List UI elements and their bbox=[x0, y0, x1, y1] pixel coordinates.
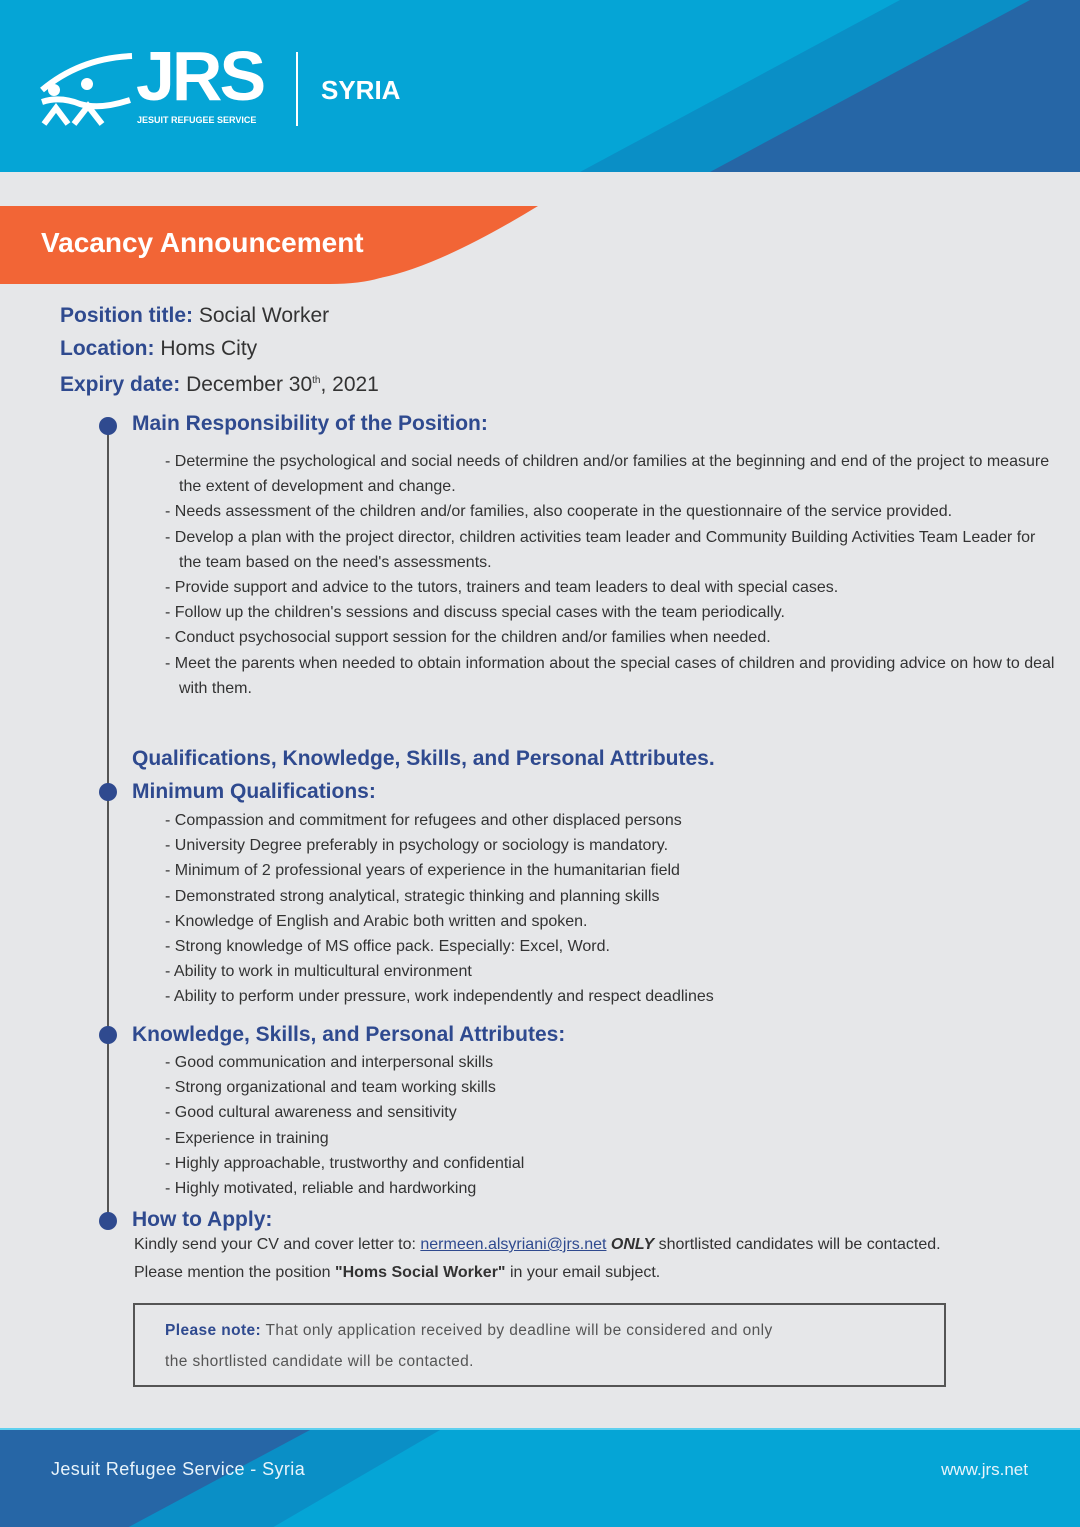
timeline-line bbox=[107, 425, 109, 1221]
list-item: - Minimum of 2 professional years of experience in the humanitarian field bbox=[165, 862, 680, 880]
skills-heading: Knowledge, Skills, and Personal Attributes: bbox=[132, 1023, 566, 1046]
list-item: - Good cultural awareness and sensitivity bbox=[165, 1104, 457, 1122]
logo-country: SYRIA bbox=[321, 75, 401, 105]
timeline-dot bbox=[99, 1212, 117, 1230]
apply-text: in your email subject. bbox=[505, 1264, 661, 1281]
note-text-2: the shortlisted candidate will be contacted. bbox=[165, 1353, 474, 1370]
apply-line-1 bbox=[134, 1235, 941, 1255]
list-item: - Needs assessment of the children and/or families, also cooperate in the questionnaire of the service provided. bbox=[165, 503, 953, 521]
position-title bbox=[60, 303, 329, 329]
list-item: - Good communication and interpersonal skills bbox=[165, 1054, 494, 1071]
note-label: Please note: bbox=[165, 1322, 262, 1339]
footer-org: Jesuit Refugee Service - Syria bbox=[51, 1459, 306, 1479]
list-item: - Experience in training bbox=[165, 1129, 329, 1147]
list-item: - Strong knowledge of MS office pack. Especially: Excel, Word. bbox=[165, 938, 610, 956]
logo-divider bbox=[296, 52, 298, 126]
expiry-sup: th bbox=[312, 375, 321, 386]
jrs-people-logo-icon bbox=[40, 52, 135, 128]
list-item: - Conduct psychosocial support session for the children and/or families when needed. bbox=[165, 629, 771, 647]
min-qualifications-heading: Minimum Qualifications: bbox=[132, 780, 376, 803]
apply-heading: How to Apply: bbox=[132, 1208, 273, 1231]
position-value: Social Worker bbox=[198, 304, 330, 327]
skills-list bbox=[165, 1050, 1055, 1201]
expiry-label: Expiry date: bbox=[60, 373, 181, 396]
apply-text: Please mention the position bbox=[134, 1264, 336, 1281]
footer-website-link[interactable]: www.jrs.net bbox=[941, 1460, 1028, 1479]
logo-subtitle: JESUIT REFUGEE SERVICE bbox=[137, 115, 257, 125]
list-item: - Ability to work in multicultural environment bbox=[165, 963, 472, 981]
note-text: That only application received by deadline will be considered and only bbox=[261, 1322, 773, 1339]
email-link[interactable]: nermeen.alsyriani@jrs.net bbox=[420, 1236, 607, 1253]
list-item: - Develop a plan with the project director, children activities team leader and Community Building Activities Team Leader for the team based on the need's assessments. bbox=[165, 528, 1036, 571]
list-item: - Knowledge of English and Arabic both written and spoken. bbox=[165, 912, 588, 930]
location bbox=[60, 336, 257, 362]
list-item: - Provide support and advice to the tutors, trainers and team leaders to deal with special cases. bbox=[165, 579, 839, 597]
list-item: - Ability to perform under pressure, work independently and respect deadlines bbox=[165, 988, 714, 1006]
location-value: Homs City bbox=[160, 337, 258, 360]
expiry-value: December 30 bbox=[186, 373, 313, 396]
note-box bbox=[133, 1303, 946, 1387]
page-title: Vacancy Announcement bbox=[41, 227, 364, 258]
list-item: - Demonstrated strong analytical, strategic thinking and planning skills bbox=[165, 887, 660, 905]
header bbox=[0, 0, 1080, 172]
responsibilities-list bbox=[165, 449, 1055, 701]
list-item: - Highly approachable, trustworthy and confidential bbox=[165, 1154, 525, 1172]
timeline-dot bbox=[99, 783, 117, 801]
expiry-year: , 2021 bbox=[320, 373, 379, 396]
expiry-date bbox=[60, 368, 379, 398]
apply-text: Kindly send your CV and cover letter to: bbox=[134, 1236, 421, 1253]
list-item: - Strong organizational and team working skills bbox=[165, 1079, 496, 1097]
location-label: Location: bbox=[60, 337, 155, 360]
responsibilities-heading: Main Responsibility of the Position: bbox=[132, 412, 488, 435]
logo-text: JRS bbox=[136, 37, 264, 115]
timeline-dot bbox=[99, 417, 117, 435]
apply-line-2 bbox=[134, 1263, 660, 1283]
list-item: - University Degree preferably in psychology or sociology is mandatory. bbox=[165, 837, 669, 855]
apply-text: shortlisted candidates will be contacted. bbox=[654, 1236, 941, 1253]
list-item: - Determine the psychological and social needs of children and/or families at the beginning and end of the project to measure the extent of development and change. bbox=[165, 453, 1050, 496]
only-emphasis: ONLY bbox=[610, 1236, 655, 1253]
qualifications-list bbox=[165, 808, 1055, 1010]
list-item: - Meet the parents when needed to obtain information about the special cases of children and providing advice on how to deal with them. bbox=[165, 654, 1055, 697]
list-item: - Follow up the children's sessions and discuss special cases with the team periodically. bbox=[165, 604, 785, 622]
list-item: - Compassion and commitment for refugees and other displaced persons bbox=[165, 812, 682, 829]
qualifications-heading: Qualifications, Knowledge, Skills, and Personal Attributes. bbox=[132, 747, 715, 770]
timeline-dot bbox=[99, 1026, 117, 1044]
email-subject: "Homs Social Worker" bbox=[335, 1264, 506, 1281]
position-label: Position title: bbox=[60, 304, 193, 327]
list-item: - Highly motivated, reliable and hardworking bbox=[165, 1180, 477, 1198]
